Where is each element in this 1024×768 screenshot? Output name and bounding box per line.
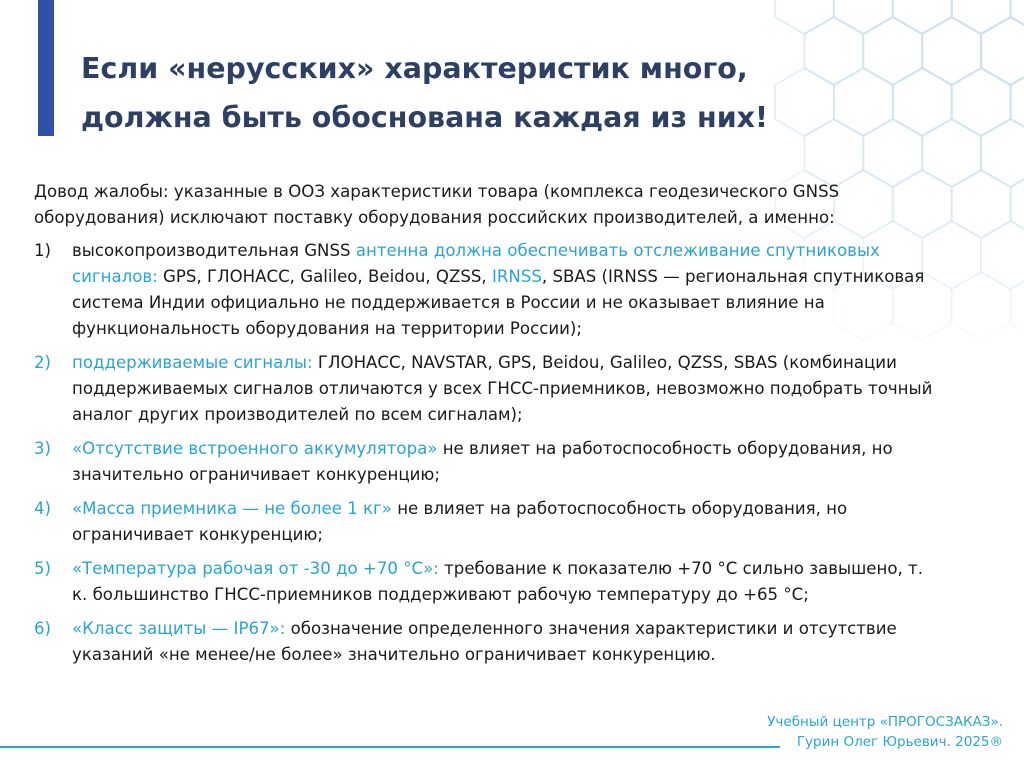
item-text: GPS, ГЛОНАСС, Galileo, Beidou, QZSS, (157, 267, 492, 286)
item-text: обозначение определенного значения характеристики и отсутствие указаний «не менее/не более» значительно ограничивает конкуренцию. (72, 619, 897, 664)
list-number: 2) (34, 353, 52, 372)
item-highlight: «Температура рабочая от -30 до +70 °С»: (72, 559, 439, 578)
argument-list (34, 238, 934, 668)
item-highlight: IRNSS (491, 267, 542, 286)
list-number: 3) (34, 439, 52, 458)
list-number: 4) (34, 499, 52, 518)
footer-credit (767, 712, 1003, 752)
list-number: 6) (34, 619, 52, 638)
list-item-1 (34, 238, 934, 342)
item-text: не влияет на работоспособность оборудования, но значительно ограничивает конкуренцию; (72, 439, 893, 484)
hexagon-shape (952, 170, 1011, 238)
list-item-5 (34, 556, 934, 608)
list-number: 1) (34, 241, 52, 260)
item-highlight: антенна должна обеспечивать отслеживание спутниковых сигналов: (72, 241, 880, 286)
hexagon-shape (952, 272, 1011, 340)
hexagon-shape (893, 0, 952, 34)
item-highlight: «Класс защиты — IP67»: (72, 619, 286, 638)
list-item-3 (34, 436, 934, 488)
list-item-6 (34, 616, 934, 668)
item-text: , SBAS (IRNSS — региональная спутниковая система Индии официально не поддерживается в России и не оказывает влияние на функциональность оборудования на территории России); (72, 267, 925, 338)
hexagon-shape (952, 0, 1011, 34)
item-highlight: поддерживаемые сигналы: (72, 353, 313, 372)
hexagon-shape (775, 0, 834, 34)
hexagon-shape (1011, 0, 1024, 34)
item-text: ГЛОНАСС, NAVSTAR, GPS, Beidou, Galileo, QZSS, SBAS (комбинации поддерживаемых сигналов отличаются у всех ГНСС-приемников, невозможно подобрать точный аналог других производителей по всем сигналам); (72, 353, 933, 424)
hexagon-shape (834, 0, 893, 34)
item-text: высокопроизводительная GNSS (72, 241, 356, 260)
item-highlight: «Отсутствие встроенного аккумулятора» (72, 439, 438, 458)
hexagon-shape (1011, 272, 1024, 340)
list-number: 5) (34, 559, 52, 578)
title-line-1: Если «нерусских» характеристик много, (81, 52, 748, 85)
footer-line-1: Учебный центр «ПРОГОСЗАКАЗ». (767, 714, 1003, 730)
item-text: не влияет на работоспособность оборудования, но ограничивает конкуренцию; (72, 499, 848, 544)
item-text: требование к показателю +70 °С сильно завышено, т. к. большинство ГНСС-приемников поддерживают рабочую температуру до +65 °С; (72, 559, 923, 604)
footer-line-2: Гурин Олег Юрьевич. 2025® (796, 734, 1003, 750)
page-title (81, 44, 941, 142)
footer-divider (0, 746, 780, 748)
intro-paragraph: Довод жалобы: указанные в ООЗ характеристики товара (комплекса геодезического GNSS оборудования) исключают поставку оборудования российских производителей, а именно: (34, 182, 840, 227)
hexagon-shape (952, 68, 1011, 136)
item-highlight: «Масса приемника — не более 1 кг» (72, 499, 392, 518)
hexagon-shape (981, 119, 1024, 187)
title-line-2: должна быть обоснована каждая из них! (81, 101, 769, 134)
hexagon-shape (981, 17, 1024, 85)
accent-bar (38, 0, 54, 136)
list-item-4 (34, 496, 934, 548)
list-item-2 (34, 350, 934, 428)
hexagon-shape (981, 221, 1024, 289)
